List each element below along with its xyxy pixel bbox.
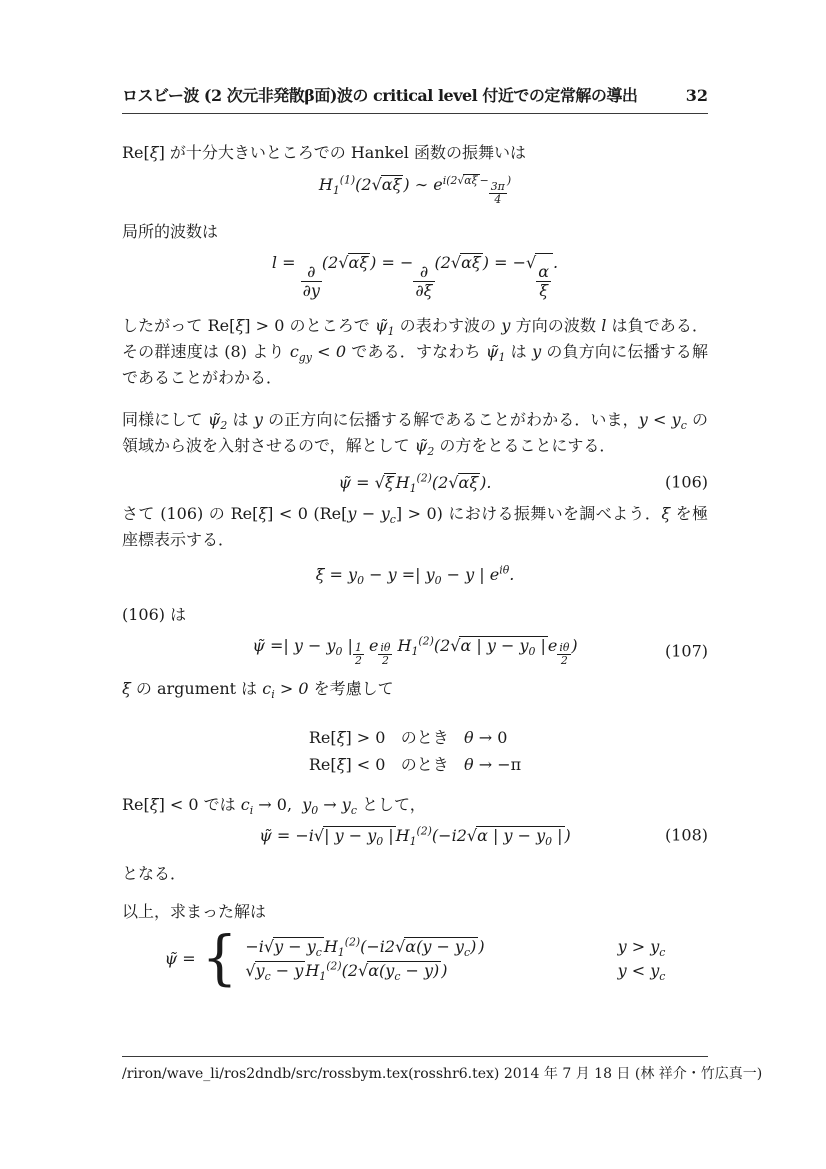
equation-number: (108): [664, 825, 708, 845]
paragraph-argument: ξ の argument は $c_i > 0$ を考慮して: [122, 678, 394, 701]
math-expression: ψ̃ = √ξ $H_1^{(2)}(2√\alpha\xi$ ).: [338, 471, 492, 495]
paragraph-tonaru: となる．: [122, 863, 187, 883]
condition-line: Re[ξ] > 0 のとき θ → 0: [308, 727, 508, 747]
condition-block: [309, 724, 521, 778]
case-condition: $y > y_c$: [617, 936, 666, 959]
cases-brace: {: [201, 924, 238, 993]
footer-text: /riron/wave_li/ros2dndb/src/rossbym.tex(rosshr6.tex) 2014 年 7 月 18 日 (林 祥介・竹広真一): [122, 1066, 763, 1082]
cases-expression: [122, 924, 708, 993]
paragraph-similarly: 同様にして $\psĩ_2$ は y の正方向に伝播する解であることがわかる．いま，$y < y_c$ の領域から波を入射させるので，解として $\psĩ_2$ の方をとることにする．: [122, 409, 709, 458]
equation-number: (106): [664, 472, 708, 492]
case-row: [245, 937, 665, 958]
case-formula: $√y_c - y$ $H_1^{(2)}(2√\alpha(y_c - y)$ ): [245, 960, 448, 984]
equation-final-cases: [122, 924, 708, 993]
paragraph-eq106-wa: (106) は: [122, 605, 187, 625]
equation-108: [122, 826, 708, 847]
equation-number: (107): [664, 641, 708, 661]
paragraph-limit: Re[ξ] < 0 では $c_i \to 0$, $y_0 \to y_c$ として，: [122, 794, 426, 817]
equation-hankel-asymptotic: [122, 174, 708, 207]
math-expression: l = $\frac{\partial}{\partial y}$ (2√αξ ) = − $\frac{\partial}{\partial\xi}$ (2√αξ ) = −√ $\frac{\alpha}{\xi}$ .: [271, 252, 559, 301]
condition-line: Re[ξ] < 0 のとき θ → −π: [308, 754, 522, 774]
case-row: [245, 961, 665, 982]
page-header: [122, 86, 708, 114]
case-condition: $y < y_c$: [617, 961, 666, 984]
paragraph-polar-intro: さて (106) の Re[ξ] < 0 $(Re[y - y_c] > 0)$ における振舞いを調べよう．ξ を極座標表示する．: [122, 504, 708, 550]
math-expression: ψ̃ = −i√| $y - y_0$ | $H_1^{(2)}(-i2√\alpha$ | $y - y_0$ | ): [259, 824, 571, 848]
page-number: 32: [685, 86, 708, 105]
paragraph-therefore: したがって Re[ξ] > 0 のところで $\psĩ_1$ の表わす波の y 方向の波数 l は負である．その群速度は (8) より $c_{gy} < 0$ である．すなわち $\psĩ_1$ は y の負方向に伝播する解であることがわかる．: [122, 315, 708, 387]
cases-lhs: ψ̃ =: [164, 948, 196, 968]
equation-106: [122, 473, 708, 494]
cases-column: [245, 933, 665, 987]
paragraph-conclusion: 以上，求まった解は: [122, 901, 267, 921]
case-formula: $-i√y - y_c$ $H_1^{(2)}(-i2√\alpha(y - y_c)$ ): [245, 935, 485, 959]
paragraph-hankel-intro: Re[ξ] が十分大きいところでの Hankel 函数の振舞いは: [122, 143, 526, 162]
math-expression: $H_1^{(1)}(2√\alpha\xi$ ) ∼ $e^{i(2√\alpha\xi - \frac{3\pi}{4} )}$: [318, 174, 512, 207]
math-expression: $\xi = y_0 - y$ =| $y_0 - y$ | $e^{i\theta}$.: [315, 564, 515, 588]
equation-theta-conditions: [122, 724, 708, 778]
running-title: ロスビー波 (2 次元非発散β面)波の critical level 付近での定常解の導出: [122, 86, 638, 105]
page-footer: [122, 1056, 763, 1084]
text-block: [122, 86, 709, 993]
equation-wavenumber: [122, 253, 708, 301]
equation-xi-polar: [122, 565, 708, 586]
math-expression: ψ̃ =| $y - y_0$ | $^{\frac{1}{2}}$ e $^{\frac{i\theta}{2}}$ $H_1^{(2)}(2√\alpha$ | $y - y_0$ | e $^{\frac{i\theta}{2}}$ ): [252, 634, 578, 668]
equation-107: [122, 636, 708, 668]
paragraph-local-wavenumber: 局所的波数は: [122, 221, 219, 241]
